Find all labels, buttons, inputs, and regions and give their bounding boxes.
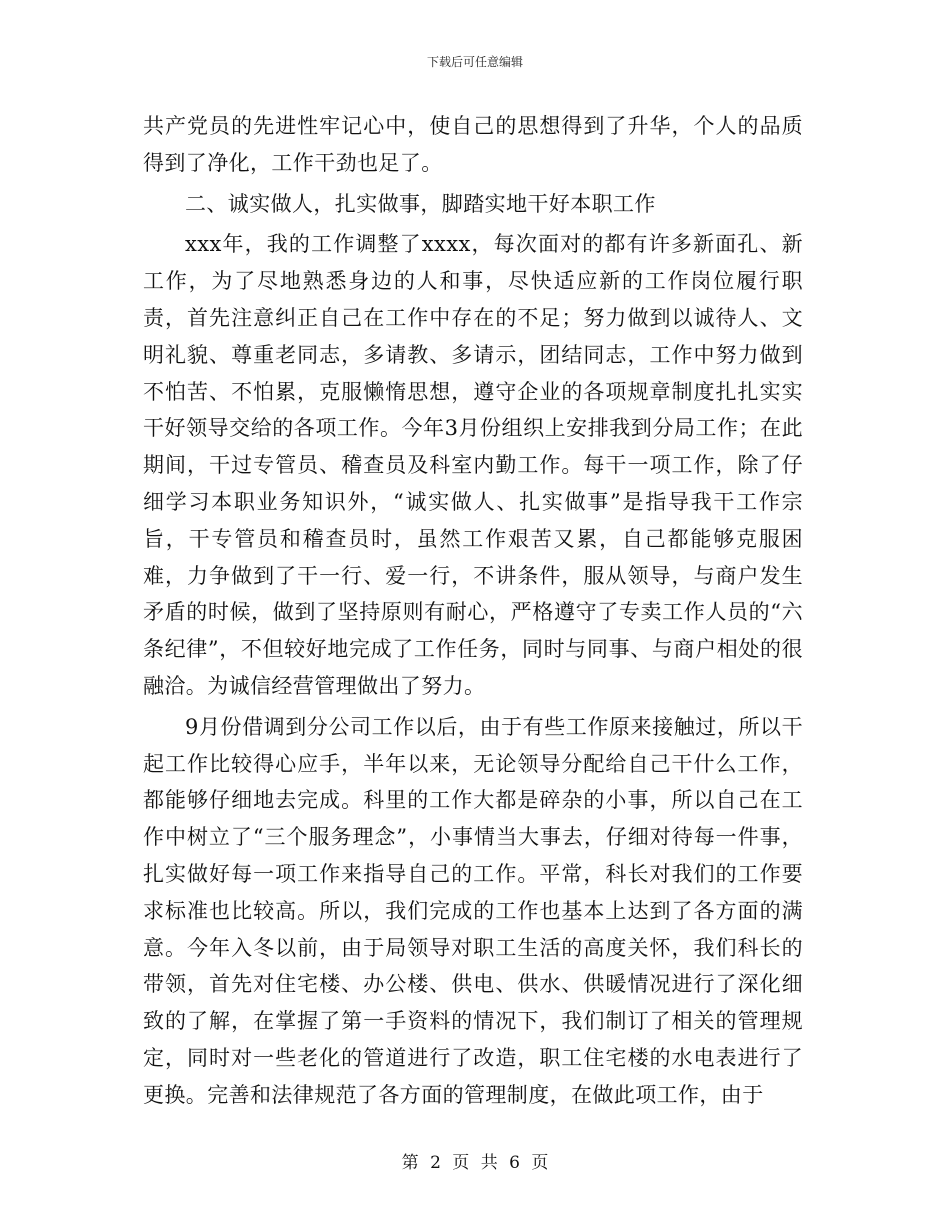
paragraph: 9月份借调到分公司工作以后，由于有些工作原来接触过，所以干起工作比较得心应手，半年以来，无论领导分配给自己干什么工作，都能够仔细地去完成。科里的工作大都是碎杂的小事，所以自己在工作中树立了“三个服务理念”，小事情当大事去，仔细对待每一件事，扎实做好每一项工作来指导自己的工作。平常，科长对我们的工作要求标准也比较高。所以，我们完成的工作也基本上达到了各方面的满意。今年入冬以前，由于局领导对职工生活的高度关怀，我们科长的带领，首先对住宅楼、办公楼、供电、供水、供暖情况进行了深化细致的了解，在掌握了第一手资料的情况下，我们制订了相关的管理规定，同时对一些老化的管道进行了改造，职工住宅楼的水电表进行了更换。完善和法律规范了各方面的管理制度，在做此项工作，由于: [143, 714, 803, 1107]
page-footer: 第 2 页 共 6 页: [401, 1153, 549, 1173]
paragraph: xxx年，我的工作调整了xxxx，每次面对的都有许多新面孔、新工作，为了尽地熟悉身边的人和事，尽快适应新的工作岗位履行职责，首先注意纠正自己在工作中存在的不足；努力做到以诚待人、文明礼貌、尊重老同志，多请教、多请示，团结同志，工作中努力做到不怕苦、不怕累，克服懒惰思想，遵守企业的各项规章制度扎扎实实干好领导交给的各项工作。今年3月份组织上安排我到分局工作；在此期间，干过专管员、稽查员及科室内勤工作。每干一项工作，除了仔细学习本职业务知识外，“诚实做人、扎实做事”是指导我干工作宗旨，干专管员和稽查员时，虽然工作艰苦又累，自己都能够克服困难，力争做到了干一行、爱一行，不讲条件，服从领导，与商户发生矛盾的时候，做到了坚持原则有耐心，严格遵守了专卖工作人员的“六条纪律”，不但较好地完成了工作任务，同时与同事、与商户相处的很融洽。为诚信经营管理做出了努力。: [143, 232, 803, 698]
paragraph-continued: 共产党员的先进性牢记心中，使自己的思想得到了升华，个人的品质得到了净化，工作干劲也足了。: [143, 114, 803, 175]
page-header: 下载后可任意编辑: [426, 55, 523, 69]
document-body: [143, 108, 803, 1118]
section-heading: 二、诚实做人，扎实做事，脚踏实地干好本职工作: [185, 191, 656, 216]
